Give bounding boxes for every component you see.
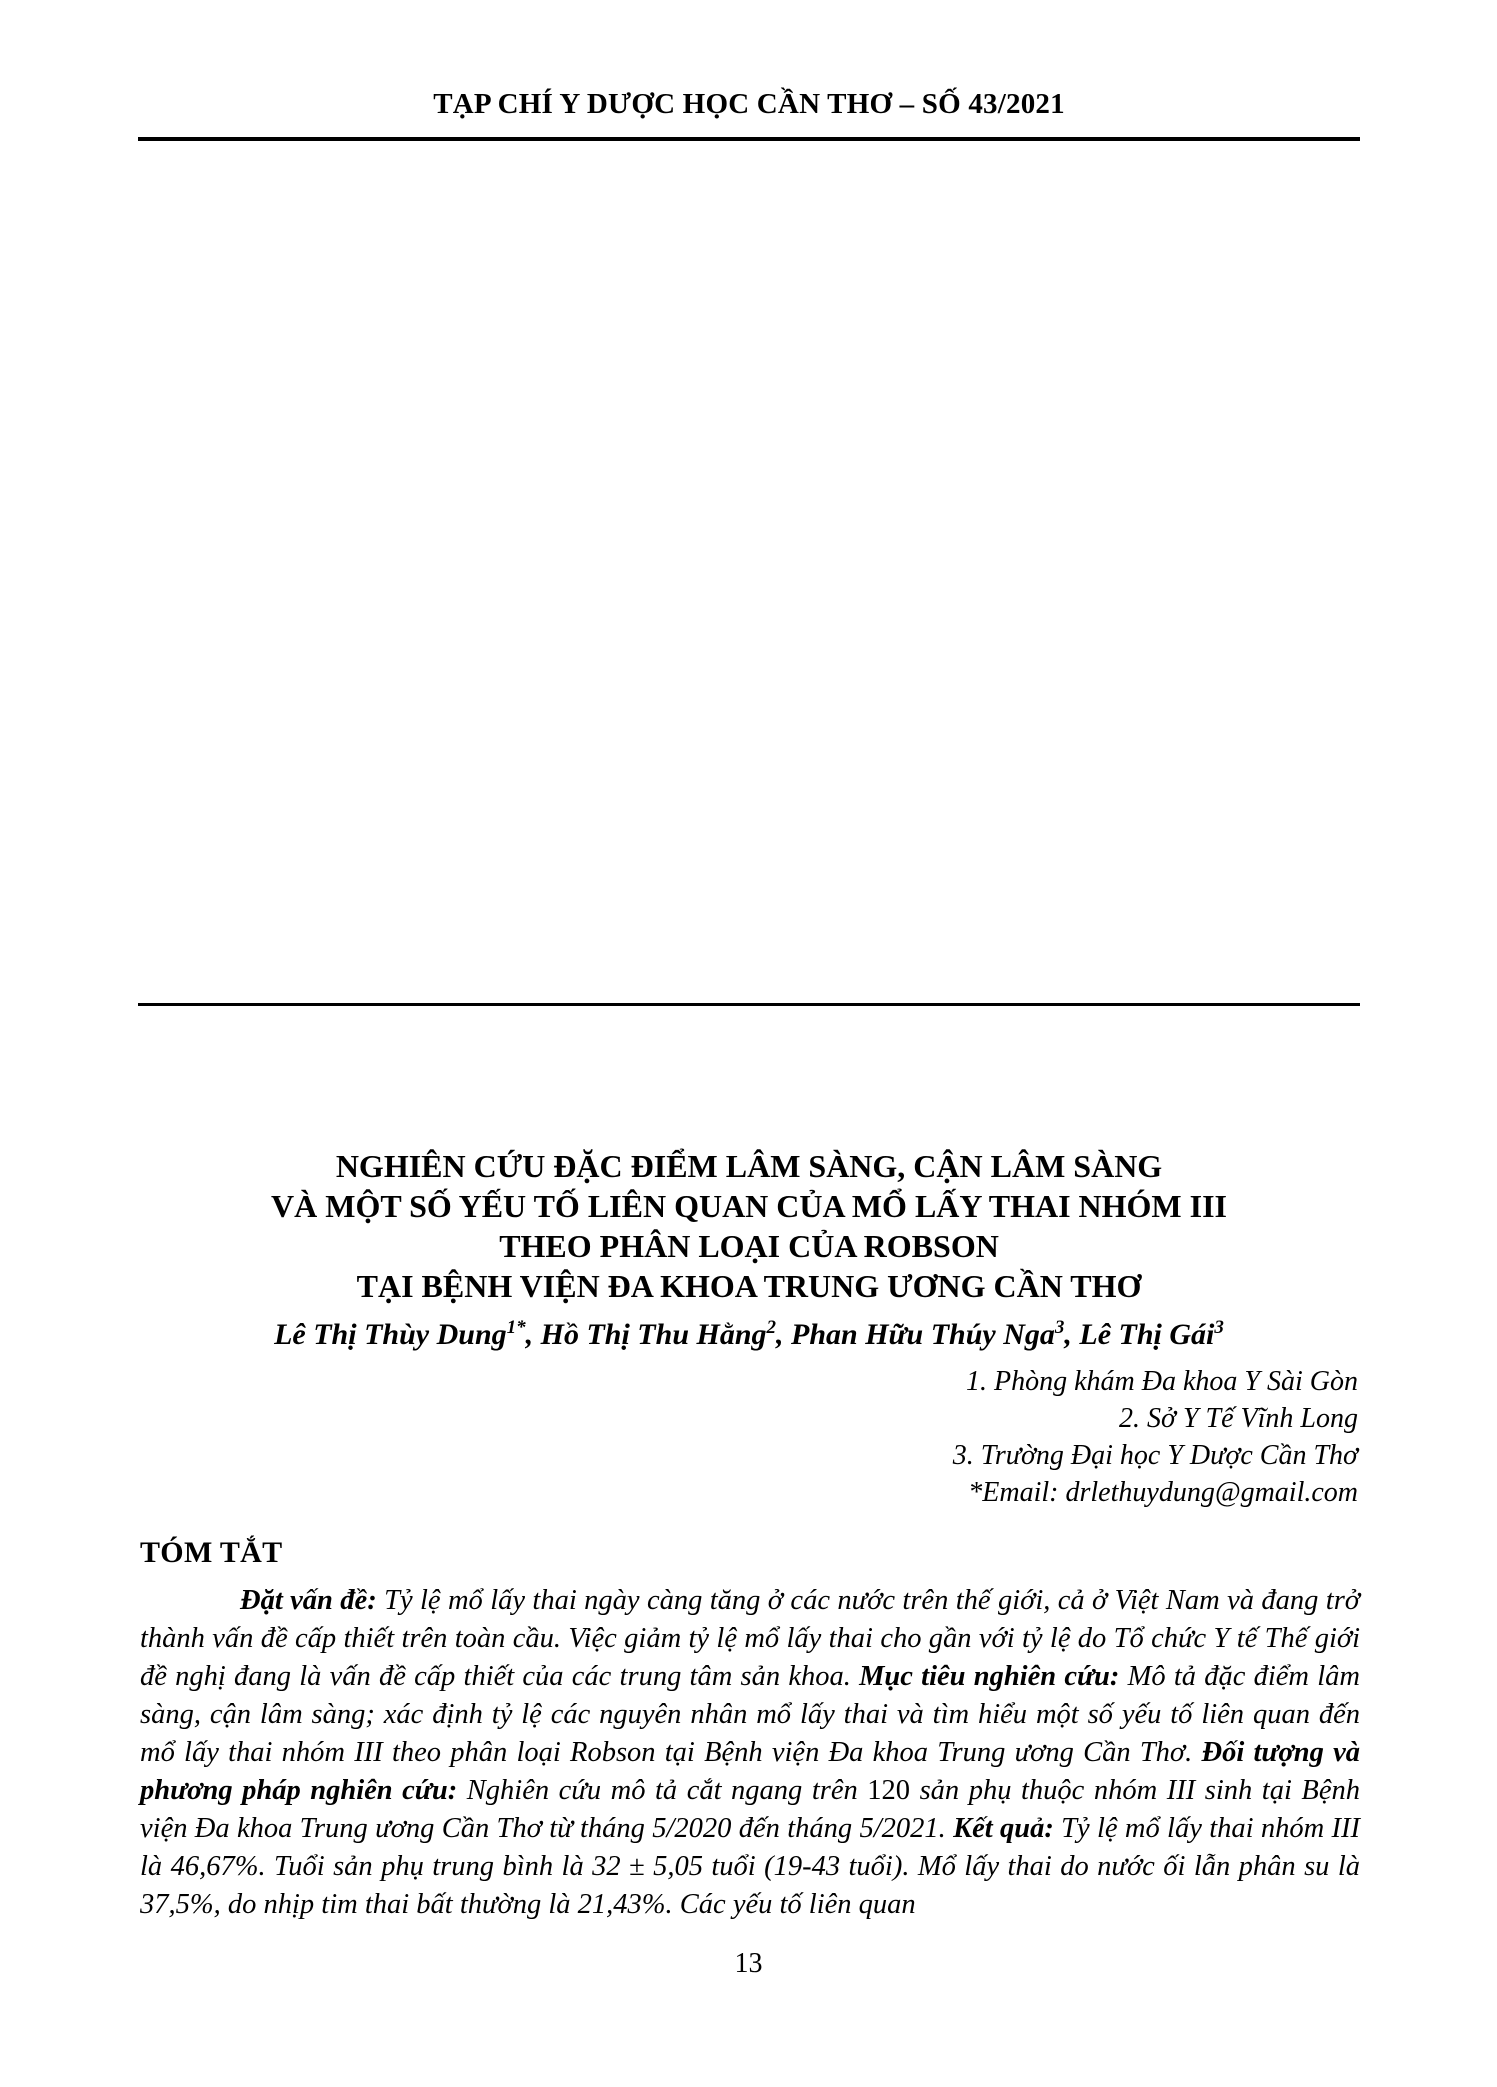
abstract-label-dat-van-de: Đặt vấn đề: bbox=[240, 1585, 385, 1616]
abstract-text-results: Tỷ lệ mổ lấy thai nhóm III là 46,67%. Tuổi sản phụ trung bình là 32 ± 5,05 tuổi (19-43 tuổi). Mổ lấy thai do nước ối lẫn phân su là 37,5%, do nhịp tim thai bất thường là 21,43%. Các yếu tố liên quan bbox=[140, 1813, 1360, 1920]
article-divider-rule bbox=[138, 1003, 1360, 1006]
authors-line bbox=[138, 1318, 1360, 1352]
affiliation-line-3: 3. Trường Đại học Y Dược Cần Thơ bbox=[952, 1440, 1358, 1471]
author-affiliation-sup-1: 1* bbox=[506, 1317, 526, 1338]
abstract-text-background: Tỷ lệ mổ lấy thai ngày càng tăng ở các nước trên thế giới, cả ở Việt Nam và đang trở thành vấn đề cấp thiết trên toàn cầu. Việc giảm tỷ lệ mổ lấy thai cho gần với tỷ lệ do Tổ chức Y tế Thế giới đề nghị đang là vấn đề cấp thiết của các trung tâm sản khoa. bbox=[140, 1585, 1361, 1692]
abstract-label-muc-tieu: Mục tiêu nghiên cứu: bbox=[859, 1661, 1128, 1692]
abstract-text-methods-post: sản phụ thuộc nhóm III sinh tại Bệnh viện Đa khoa Trung ương Cần Thơ từ tháng 5/2020 đến tháng 5/2021. bbox=[140, 1775, 1360, 1844]
abstract-heading: TÓM TẮT bbox=[140, 1536, 283, 1569]
abstract-sample-size: 120 bbox=[867, 1775, 911, 1806]
author-name-2: , Hồ Thị Thu Hằng bbox=[525, 1318, 767, 1351]
abstract-label-ket-qua: Kết quả: bbox=[953, 1813, 1062, 1844]
abstract-text-methods-pre: Nghiên cứu mô tả cắt ngang trên bbox=[466, 1775, 868, 1806]
page-number: 13 bbox=[734, 1948, 763, 1979]
author-affiliation-sup-3: 3 bbox=[1054, 1317, 1065, 1338]
article-title bbox=[138, 1146, 1360, 1306]
corresponding-email-line: *Email: drlethuydung@gmail.com bbox=[968, 1477, 1358, 1508]
abstract-text-objectives: Mô tả đặc điểm lâm sàng, cận lâm sàng; xác định tỷ lệ các nguyên nhân mổ lấy thai và tìm hiểu một số yếu tố liên quan đến mổ lấy thai nhóm III theo phân loại Robson tại Bệnh viện Đa khoa Trung ương Cần Thơ. bbox=[140, 1661, 1360, 1768]
article-title-line-2: VÀ MỘT SỐ YẾU TỐ LIÊN QUAN CỦA MỔ LẤY THAI NHÓM III bbox=[271, 1188, 1227, 1224]
author-affiliation-sup-4: 3 bbox=[1214, 1317, 1224, 1338]
affiliation-line-1: 1. Phòng khám Đa khoa Y Sài Gòn bbox=[966, 1366, 1358, 1397]
author-name-1: Lê Thị Thùy Dung bbox=[274, 1318, 507, 1351]
journal-running-header: TẠP CHÍ Y DƯỢC HỌC CẦN THƠ – SỐ 43/2021 bbox=[433, 88, 1065, 120]
abstract-paragraph bbox=[140, 1582, 1360, 1924]
abstract-label-doi-tuong-phuong-phap: Đối tượng và phương pháp nghiên cứu: bbox=[140, 1737, 1360, 1806]
author-affiliation-sup-2: 2 bbox=[766, 1317, 777, 1338]
header-rule bbox=[138, 137, 1360, 141]
affiliations-block bbox=[953, 1363, 1358, 1511]
author-name-4: , Lê Thị Gái bbox=[1064, 1318, 1215, 1351]
author-name-3: , Phan Hữu Thúy Nga bbox=[776, 1318, 1055, 1351]
article-title-line-3: THEO PHÂN LOẠI CỦA ROBSON bbox=[499, 1228, 999, 1264]
article-title-line-1: NGHIÊN CỨU ĐẶC ĐIỂM LÂM SÀNG, CẬN LÂM SÀNG bbox=[335, 1148, 1163, 1184]
article-title-line-4: TẠI BỆNH VIỆN ĐA KHOA TRUNG ƯƠNG CẦN THƠ bbox=[356, 1268, 1142, 1304]
affiliation-line-2: 2. Sở Y Tế Vĩnh Long bbox=[1119, 1403, 1358, 1434]
